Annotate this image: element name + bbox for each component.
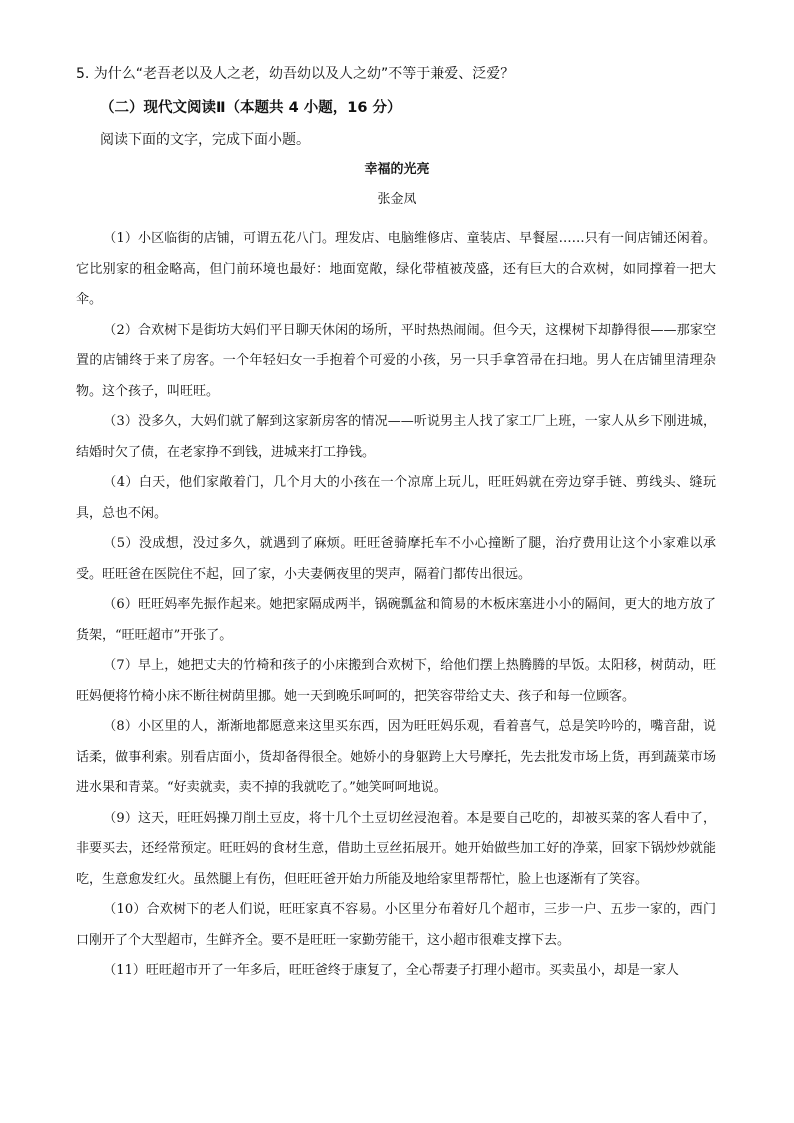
paragraph-10: （10）合欢树下的老人们说，旺旺家真不容易。小区里分布着好几个超市，三步一户、五步一家的，西门口刚开了个大型超市，生鲜齐全。要不是旺旺一家勤劳能干，这小超市很难支撑下去。 xyxy=(76,902,716,948)
paragraph-9: （9）这天，旺旺妈操刀削土豆皮，将十几个土豆切丝浸泡着。本是要自己吃的，却被买菜的客人看中了，非要买去，还经常预定。旺旺妈的食材生意，借助土豆丝拓展开。她开始做些加工好的净菜，回家下锅炒炒就能吃，生意愈发红火。虽然腿上有伤，但旺旺爸开始力所能及地给家里帮帮忙，脸上也逐渐有了笑容。 xyxy=(76,810,716,887)
paragraph-6: （6）旺旺妈率先振作起来。她把家隔成两半，锅碗瓢盆和简易的木板床塞进小小的隔间，更大的地方放了货架，“旺旺超市”开张了。 xyxy=(76,597,716,643)
paragraph-1: （1）小区临街的店铺，可谓五花八门。理发店、电脑维修店、童装店、早餐屋……只有一间店铺还闲着。它比别家的租金略高，但门前环境也最好：地面宽敞，绿化带植被茂盛，还有巨大的合欢树，如同撑着一把大伞。 xyxy=(76,231,716,307)
article-title: 幸福的光亮 xyxy=(364,162,430,177)
paragraph-2: （2）合欢树下是街坊大妈们平日聊天休闲的场所，平时热热闹闹。但今天，这棵树下却静得很——那家空置的店铺终于来了房客。一个年轻妇女一手抱着个可爱的小孩，另一只手拿笤帚在扫地。男人在店铺里清理杂物。这个孩子，叫旺旺。 xyxy=(76,322,716,399)
article-body xyxy=(76,224,716,987)
paragraph-3: （3）没多久，大妈们就了解到这家新房客的情况——听说男主人找了家工厂上班，一家人从乡下刚进城，结婚时欠了债，在老家挣不到钱，进城来打工挣钱。 xyxy=(76,414,716,460)
paragraph-11: （11）旺旺超市开了一年多后，旺旺爸终于康复了，全心帮妻子打理小超市。买卖虽小，却是一家人 xyxy=(103,963,679,978)
question-5: 5. 为什么“老吾老以及人之老，幼吾幼以及人之幼”不等于兼爱、泛爱？ xyxy=(76,66,515,82)
section-heading: （二）现代文阅读Ⅱ（本题共 4 小题，16 分） xyxy=(100,100,402,116)
article-author: 张金凤 xyxy=(377,192,417,207)
paragraph-4: （4）白天，他们家敞着门，几个月大的小孩在一个凉席上玩儿，旺旺妈就在旁边穿手链、剪线头、缝玩具，总也不闲。 xyxy=(76,475,716,521)
reading-instruction: 阅读下面的文字，完成下面小题。 xyxy=(100,132,310,148)
paragraph-8: （8）小区里的人，渐渐地都愿意来这里买东西，因为旺旺妈乐观，看着喜气，总是笑吟吟的，嘴音甜，说话柔，做事利索。别看店面小，货却备得很全。她娇小的身躯跨上大号摩托，先去批发市场上货，再到蔬菜市场进水果和青菜。“好卖就卖，卖不掉的我就吃了。”她笑呵呵地说。 xyxy=(76,719,716,795)
paragraph-7: （7）早上，她把丈夫的竹椅和孩子的小床搬到合欢树下，给他们摆上热腾腾的早饭。太阳移，树荫动，旺旺妈便将竹椅小床不断往树荫里挪。她一天到晚乐呵呵的，把笑容带给丈夫、孩子和每一位顾客。 xyxy=(76,658,716,704)
paragraph-5: （5）没成想，没过多久，就遇到了麻烦。旺旺爸骑摩托车不小心撞断了腿，治疗费用让这个小家难以承受。旺旺爸在医院住不起，回了家，小夫妻俩夜里的哭声，隔着门都传出很远。 xyxy=(76,536,716,582)
